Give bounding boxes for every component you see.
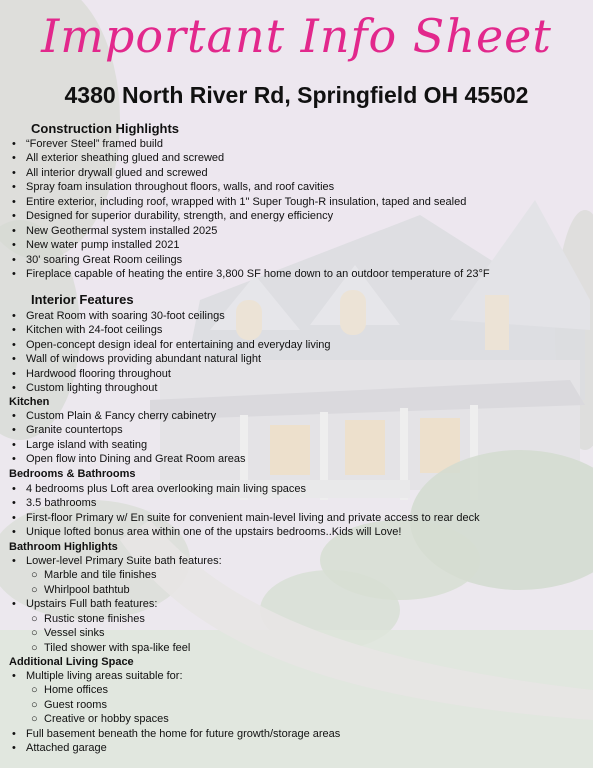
list-item-text: 30' soaring Great Room ceilings: [26, 253, 183, 266]
list-item-text: 4 bedrooms plus Loft area overlooking main living spaces: [26, 483, 307, 495]
bullet-icon: •: [12, 195, 16, 208]
list-item-text: Open flow into Dining and Great Room areas: [26, 453, 246, 466]
list-item-text: 3.5 bathrooms: [26, 497, 97, 510]
list-item: [0, 423, 580, 437]
sub-list-item: [0, 683, 580, 697]
list-item-text: New water pump installed 2021: [26, 239, 180, 252]
list-item-text: Home offices: [44, 684, 108, 697]
list-item: [0, 669, 580, 683]
list-item-text: Multiple living areas suitable for:: [26, 670, 183, 682]
list-item-text: Fireplace capable of heating the entire 3,800 SF home down to an outdoor temperature of 23°F: [26, 268, 490, 281]
list-item: [0, 381, 580, 395]
list-item: [0, 482, 580, 496]
construction-list: [0, 137, 580, 282]
bullet-icon: •: [12, 438, 16, 451]
bathroom-list: [0, 554, 580, 655]
sub-list-item: [0, 712, 580, 726]
bathroom-heading: Bathroom Highlights: [9, 541, 118, 553]
bullet-icon: •: [12, 497, 16, 510]
bullet-icon: •: [12, 526, 16, 539]
property-address: 4380 North River Rd, Springfield OH 45502: [64, 82, 529, 108]
list-item: [0, 452, 580, 466]
list-item: [0, 352, 580, 366]
list-item-text: Designed for superior durability, strength, and energy efficiency: [26, 210, 334, 223]
list-item-text: Creative or hobby spaces: [44, 713, 169, 726]
list-item-text: Large island with seating: [26, 438, 148, 451]
bullet-icon: •: [12, 453, 16, 466]
hollow-bullet-icon: ○: [31, 569, 38, 582]
construction-heading: Construction Highlights: [31, 121, 180, 136]
list-item-text: Rustic stone finishes: [44, 612, 145, 625]
list-item-text: Custom lighting throughout: [26, 382, 158, 395]
list-item: [0, 367, 580, 381]
living-list: [0, 669, 580, 756]
sub-list-item: [0, 626, 580, 640]
list-item: [0, 267, 580, 281]
bullet-icon: •: [12, 670, 16, 682]
list-item-text: Kitchen with 24-foot ceilings: [26, 324, 163, 337]
bedrooms-heading: Bedrooms & Bathrooms: [9, 468, 136, 480]
bullet-icon: •: [12, 367, 16, 380]
list-item-text: “Forever Steel” framed build: [26, 138, 163, 150]
bullet-icon: •: [12, 138, 16, 150]
bullet-icon: •: [12, 382, 16, 395]
list-item-text: Tiled shower with spa-like feel: [44, 641, 191, 654]
list-item: [0, 323, 580, 337]
list-item: [0, 253, 580, 267]
sub-list-item: [0, 698, 580, 712]
bullet-icon: •: [12, 742, 16, 755]
hollow-bullet-icon: ○: [31, 713, 38, 726]
list-item-text: First-floor Primary w/ En suite for convenient main-level living and private access to rear deck: [26, 511, 480, 524]
bullet-icon: •: [12, 511, 16, 524]
bullet-icon: •: [12, 338, 16, 351]
sub-list-item: [0, 641, 580, 655]
kitchen-list: [0, 409, 580, 467]
list-item-text: Unique lofted bonus area within one of the upstairs bedrooms..Kids will Love!: [26, 526, 402, 539]
hollow-bullet-icon: ○: [31, 641, 38, 654]
list-item-text: Upstairs Full bath features:: [26, 598, 158, 611]
list-item: [0, 597, 580, 611]
sub-list-item: [0, 583, 580, 597]
list-item-text: Lower-level Primary Suite bath features:: [26, 555, 222, 567]
bullet-icon: •: [12, 253, 16, 266]
bullet-icon: •: [12, 224, 16, 237]
list-item: [0, 525, 580, 539]
list-item: [0, 511, 580, 525]
list-item: [0, 554, 580, 568]
bullet-icon: •: [12, 210, 16, 223]
list-item: [0, 338, 580, 352]
list-item: [0, 496, 580, 510]
list-item-text: Open-concept design ideal for entertaining and everyday living: [26, 338, 331, 351]
bullet-icon: •: [12, 268, 16, 281]
list-item-text: Hardwood flooring throughout: [26, 367, 171, 380]
bullet-icon: •: [12, 166, 16, 179]
bedrooms-list: [0, 482, 580, 540]
sub-list-item: [0, 612, 580, 626]
list-item: [0, 238, 580, 252]
living-heading: Additional Living Space: [9, 656, 134, 668]
hollow-bullet-icon: ○: [31, 698, 38, 711]
bullet-icon: •: [12, 152, 16, 165]
list-item: [0, 180, 580, 194]
bullet-icon: •: [12, 598, 16, 611]
list-item: [0, 166, 580, 180]
list-item-text: Whirlpool bathtub: [44, 583, 130, 596]
bullet-icon: •: [12, 310, 16, 322]
list-item: [0, 209, 580, 223]
bullet-icon: •: [12, 181, 16, 194]
list-item-text: Attached garage: [26, 742, 107, 755]
bullet-icon: •: [12, 353, 16, 366]
list-item-text: New Geothermal system installed 2025: [26, 224, 218, 237]
list-item: [0, 309, 580, 323]
list-item-text: All interior drywall glued and screwed: [26, 166, 208, 179]
list-item-text: Custom Plain & Fancy cherry cabinetry: [26, 410, 217, 422]
kitchen-heading: Kitchen: [9, 396, 50, 408]
bullet-icon: •: [12, 555, 16, 567]
list-item: [0, 137, 580, 151]
list-item-text: Guest rooms: [44, 698, 107, 711]
list-item-text: Great Room with soaring 30-foot ceilings: [26, 310, 225, 322]
list-item-text: Marble and tile finishes: [44, 569, 157, 582]
list-item: [0, 727, 580, 741]
list-item-text: All exterior sheathing glued and screwed: [26, 152, 225, 165]
bullet-icon: •: [12, 727, 16, 740]
sub-list-item: [0, 568, 580, 582]
bullet-icon: •: [12, 424, 16, 437]
list-item-text: Spray foam insulation throughout floors, walls, and roof cavities: [26, 181, 335, 194]
list-item-text: Entire exterior, including roof, wrapped with 1" Super Tough-R insulation, taped and sealed: [26, 195, 467, 208]
hollow-bullet-icon: ○: [31, 627, 38, 640]
bullet-icon: •: [12, 239, 16, 252]
list-item-text: Granite countertops: [26, 424, 123, 437]
hollow-bullet-icon: ○: [31, 583, 38, 596]
list-item-text: Vessel sinks: [44, 627, 105, 640]
bullet-icon: •: [12, 410, 16, 422]
bullet-icon: •: [12, 324, 16, 337]
interior-list: [0, 309, 580, 396]
page-title: Important Info Sheet: [41, 9, 552, 63]
list-item: [0, 224, 580, 238]
list-item: [0, 741, 580, 755]
list-item-text: Full basement beneath the home for future growth/storage areas: [26, 727, 341, 740]
bullet-icon: •: [12, 483, 16, 495]
interior-heading: Interior Features: [31, 292, 134, 307]
list-item-text: Wall of windows providing abundant natural light: [26, 353, 262, 366]
list-item: [0, 438, 580, 452]
list-item: [0, 151, 580, 165]
hollow-bullet-icon: ○: [31, 684, 38, 697]
list-item: [0, 409, 580, 423]
hollow-bullet-icon: ○: [31, 612, 38, 625]
list-item: [0, 195, 580, 209]
